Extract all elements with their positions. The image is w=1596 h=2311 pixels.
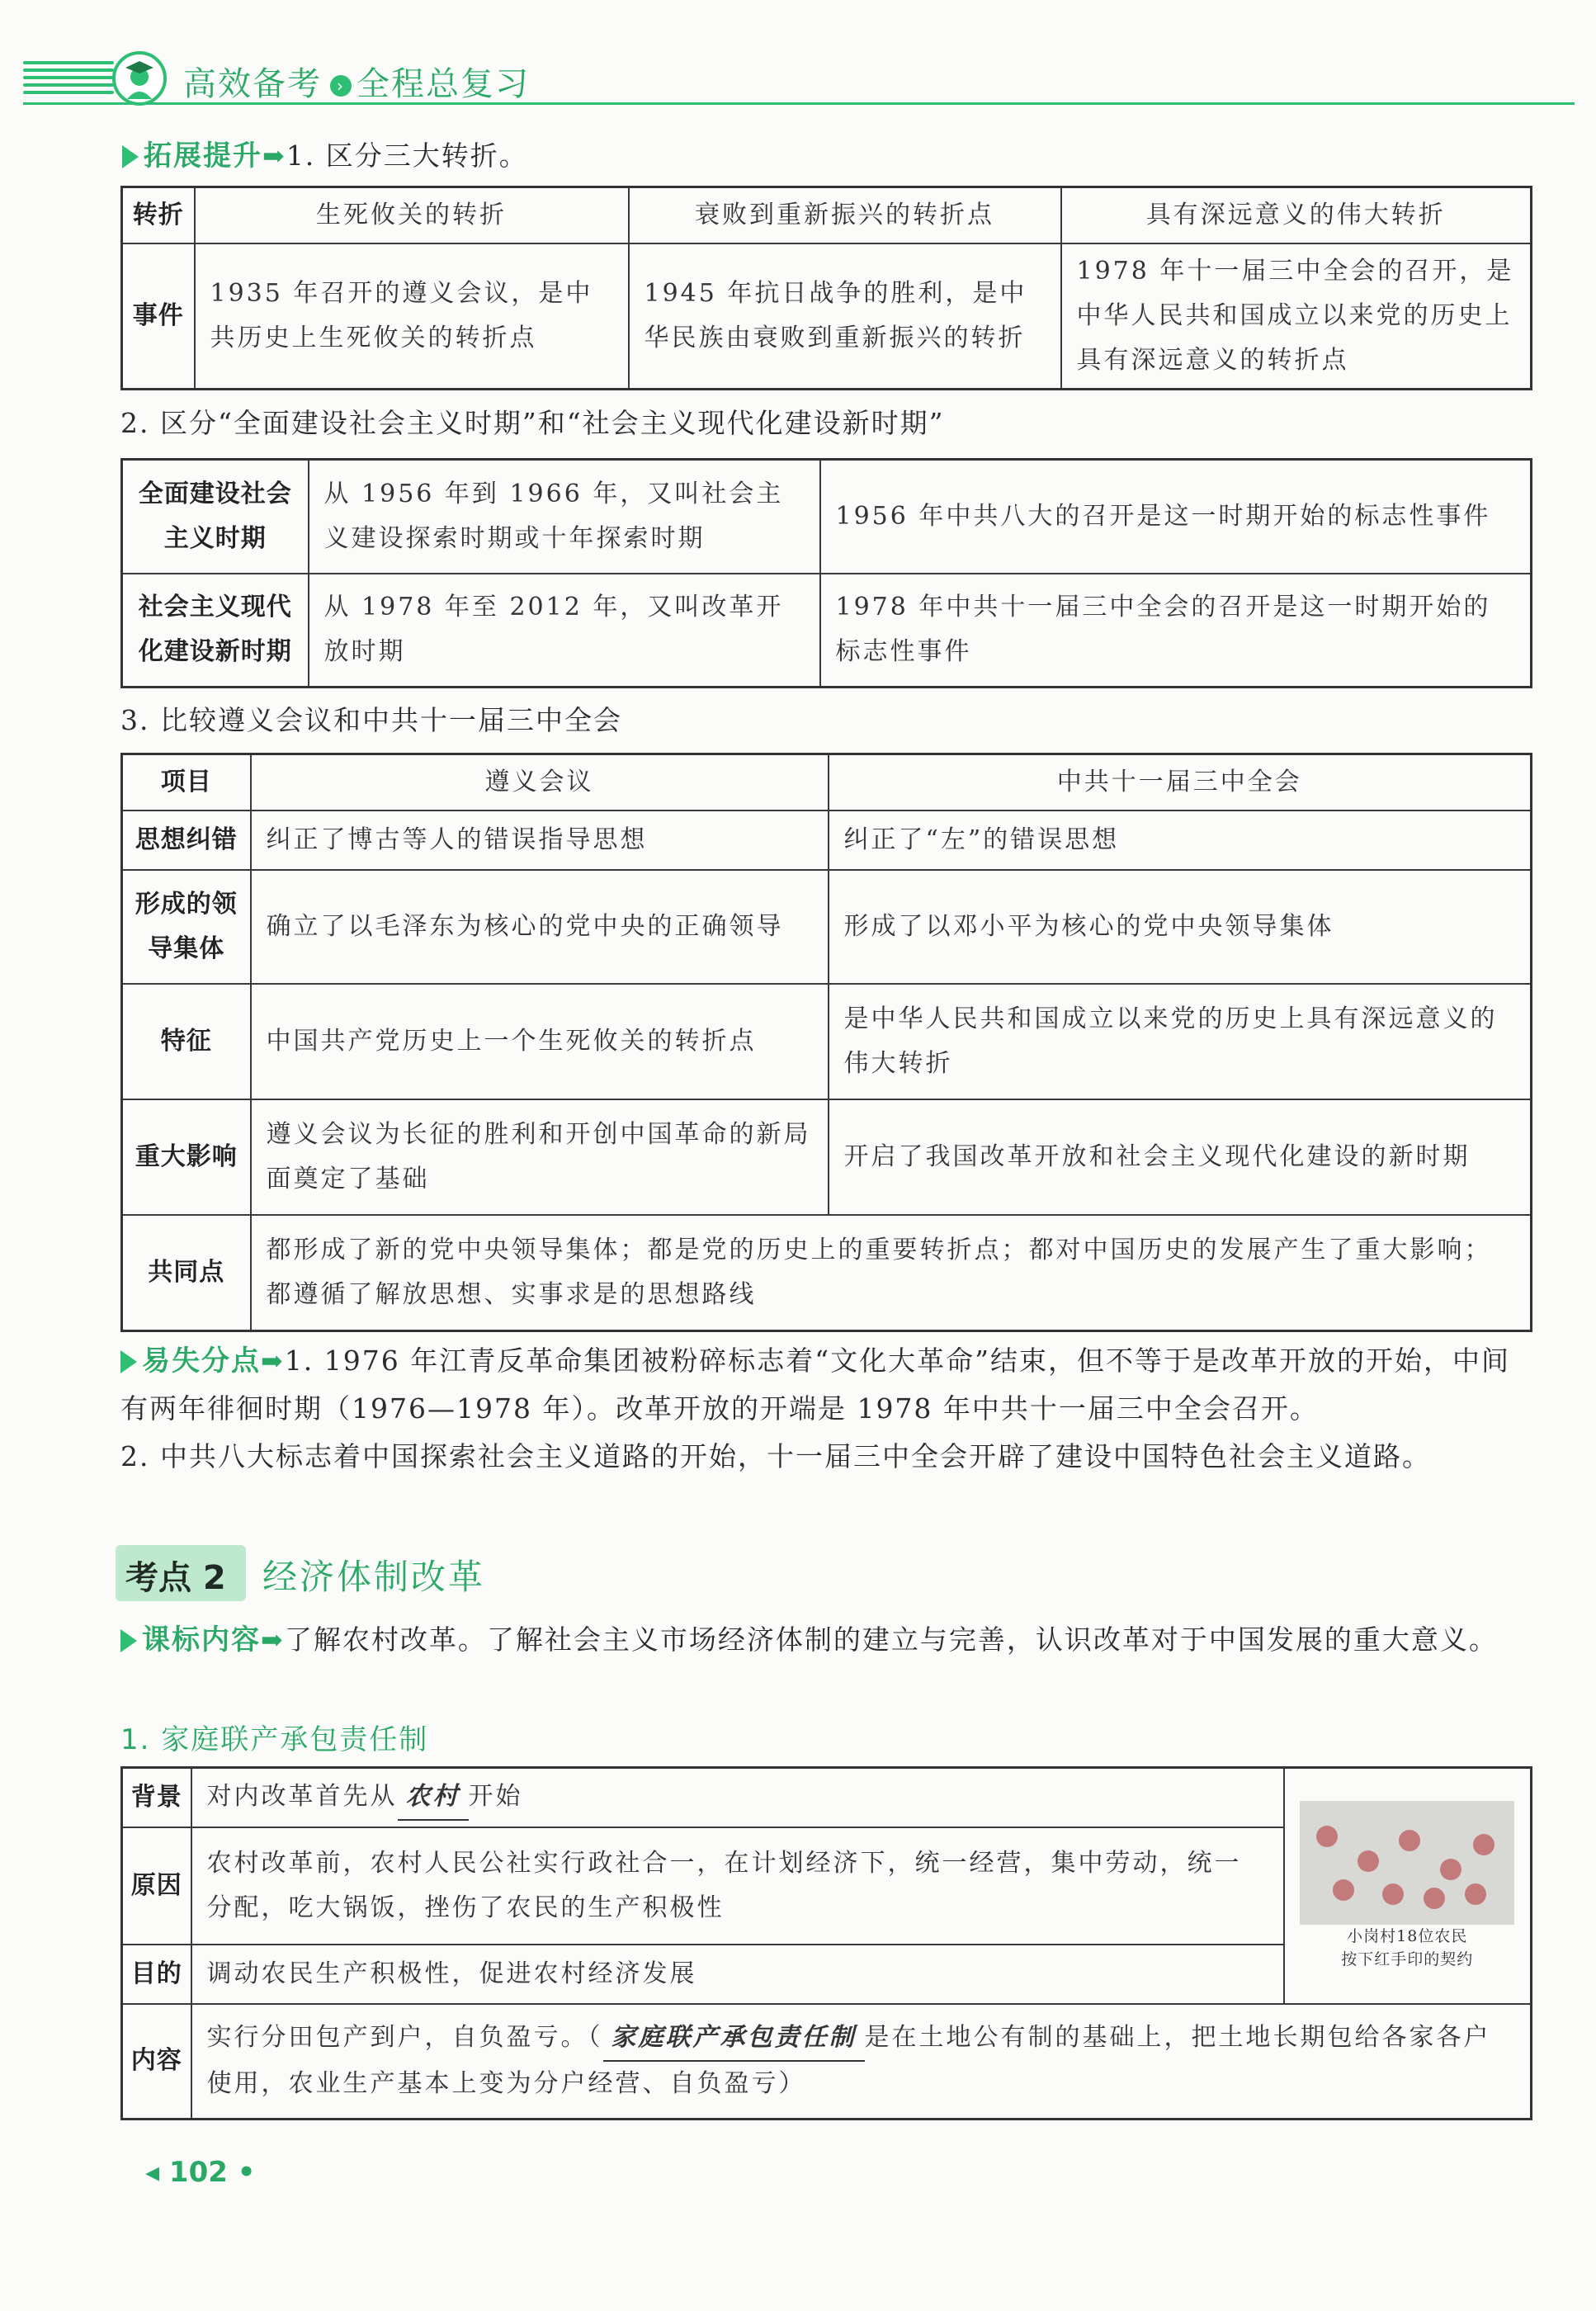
table-row xyxy=(122,984,1532,1099)
table-cell xyxy=(191,2004,1532,2120)
standard-block xyxy=(120,1616,1530,1664)
triangle-icon xyxy=(120,1350,137,1373)
table-cell: 形成了以邓小平为核心的党中央领导集体 xyxy=(829,870,1532,984)
contract-system-table xyxy=(120,1766,1532,2120)
table-cell: 从 1978 年至 2012 年，又叫改革开放时期 xyxy=(309,574,820,688)
photo-caption-1: 小岗村18位农民 xyxy=(1347,1926,1468,1945)
table-cell: 共同点 xyxy=(122,1215,251,1330)
table-cell: 形成的领导集体 xyxy=(122,870,251,984)
expand-item3-title: 3. 比较遵义会议和中共十一届三中全会 xyxy=(120,704,622,736)
kaodian-title: 经济体制改革 xyxy=(262,1557,486,1597)
table-cell: 纠正了“左”的错误思想 xyxy=(829,811,1532,870)
table-cell: 1935 年召开的遵义会议，是中共历史上生死攸关的转折点 xyxy=(195,243,629,390)
table-cell: 1978 年中共十一届三中全会的召开是这一时期开始的标志性事件 xyxy=(820,574,1532,688)
background-text-1: 对内改革首先从 xyxy=(206,1781,398,1811)
expand-item1-title: 1. 区分三大转折。 xyxy=(286,139,528,172)
pitfall-point-1: 1. 1976 年江青反革命集团被粉碎标志着“文化大革命”结束，但不等于是改革开放的开始，中间有两年徘徊时期（1976—1978 年）。改革开放的开端是 1978 年中共十一届三中全会召开。 xyxy=(120,1345,1511,1425)
table-cell: 开启了我国改革开放和社会主义现代化建设的新时期 xyxy=(829,1099,1532,1215)
graduate-icon xyxy=(112,51,167,106)
table-cell: 思想纠错 xyxy=(122,811,251,870)
table-cell: 遵义会议 xyxy=(251,754,829,811)
standard-text: 了解农村改革。了解社会主义市场经济体制的建立与完善，认识改革对于中国发展的重大意义。 xyxy=(284,1623,1498,1656)
table-cell: 1956 年中共八大的召开是这一时期开始的标志性事件 xyxy=(820,460,1532,574)
content-text-1: 实行分田包产到户，自负盈亏。（ xyxy=(206,2023,603,2053)
comparison-table xyxy=(120,753,1532,1332)
arrow-right-icon: ➡ xyxy=(261,1624,285,1656)
table-cell: 遵义会议为长征的胜利和开创中国革命的新局面奠定了基础 xyxy=(251,1099,829,1215)
table-cell: 1945 年抗日战争的胜利，是中华民族由衰败到重新振兴的转折 xyxy=(629,243,1061,390)
pitfall-point-2: 2. 中共八大标志着中国探索社会主义道路的开始，十一届三中全会开辟了建设中国特色社会主义道路。 xyxy=(120,1440,1431,1472)
table-cell: 是中华人民共和国成立以来党的历史上具有深远意义的伟大转折 xyxy=(829,984,1532,1099)
photo-cell xyxy=(1284,1768,1532,2004)
table-cell: 农村改革前，农村人民公社实行政社合一，在计划经济下，统一经营，集中劳动，统一分配，吃大锅饭，挫伤了农民的生产积极性 xyxy=(191,1827,1284,1945)
background-text-2: 开始 xyxy=(468,1781,523,1811)
table-cell: 事件 xyxy=(122,243,195,390)
turning-points-table xyxy=(120,186,1532,390)
triangle-icon xyxy=(122,145,139,168)
answer-fill: 家庭联产承包责任制 xyxy=(603,2016,865,2062)
table-cell: 生死攸关的转折 xyxy=(195,187,629,244)
table-cell: 目的 xyxy=(122,1945,191,2004)
table-row xyxy=(122,1099,1532,1215)
table-cell: 全面建设社会主义时期 xyxy=(122,460,309,574)
content-text-2: 是在土地公有制的基础上，把土地长期包给各家各户使用，农业生产基本上变为分户经营、自负盈亏） xyxy=(206,2023,1491,2099)
table-cell: 特征 xyxy=(122,984,251,1099)
table-cell: 项目 xyxy=(122,754,251,811)
table-cell: 中共十一届三中全会 xyxy=(829,754,1532,811)
table-header-row xyxy=(122,754,1532,811)
answer-fill: 农村 xyxy=(398,1775,469,1821)
table-cell: 中国共产党历史上一个生死攸关的转折点 xyxy=(251,984,829,1099)
table-cell: 1978 年十一届三中全会的召开，是中华人民共和国成立以来党的历史上具有深远意义的转折点 xyxy=(1061,243,1532,390)
table-row xyxy=(122,460,1532,574)
table-row xyxy=(122,574,1532,688)
header-stripes xyxy=(23,61,114,102)
table-row xyxy=(122,243,1532,390)
page-number-value: 102 xyxy=(168,2156,228,2189)
table-cell: 重大影响 xyxy=(122,1099,251,1215)
table-row xyxy=(122,1215,1532,1330)
table-row xyxy=(122,870,1532,984)
photo-caption-2: 按下红手印的契约 xyxy=(1341,1949,1474,1968)
contract-photo xyxy=(1300,1801,1514,1925)
pitfall-block xyxy=(120,1337,1530,1481)
arrow-right-icon: ➡ xyxy=(262,140,286,172)
table-cell: 衰败到重新振兴的转折点 xyxy=(629,187,1061,244)
table-cell: 转折 xyxy=(122,187,195,244)
expand-heading xyxy=(122,132,528,180)
subsection-title: 1. 家庭联产承包责任制 xyxy=(120,1723,429,1756)
table-row xyxy=(122,811,1532,870)
table-cell: 具有深远意义的伟大转折 xyxy=(1061,187,1532,244)
standard-tag: 课标内容 xyxy=(142,1623,261,1656)
series-title: 高效备考 xyxy=(183,65,322,103)
table-cell: 原因 xyxy=(122,1827,191,1945)
table-row xyxy=(122,1768,1532,1827)
periods-table xyxy=(120,458,1532,688)
expand-item2-title: 2. 区分“全面建设社会主义时期”和“社会主义现代化建设新时期” xyxy=(120,407,945,439)
table-cell: 社会主义现代化建设新时期 xyxy=(122,574,309,688)
series-subtitle: 全程总复习 xyxy=(357,65,530,103)
table-cell xyxy=(191,1768,1284,1827)
table-cell: 背景 xyxy=(122,1768,191,1827)
table-header-row xyxy=(122,187,1532,244)
kaodian-label: 考点 2 xyxy=(125,1559,226,1597)
arrow-icon: › xyxy=(330,75,352,97)
table-cell: 纠正了博古等人的错误指导思想 xyxy=(251,811,829,870)
arrow-right-icon: ➡ xyxy=(261,1345,285,1377)
page-number xyxy=(145,2156,255,2189)
header-title xyxy=(183,58,530,105)
table-cell: 都形成了新的党中央领导集体；都是党的历史上的重要转折点；都对中国历史的发展产生了重大影响；都遵循了解放思想、实事求是的思想路线 xyxy=(251,1215,1532,1330)
arrow-left-icon: ◂ xyxy=(145,2156,169,2189)
table-row xyxy=(122,2004,1532,2120)
table-cell: 从 1956 年到 1966 年，又叫社会主义建设探索时期或十年探索时期 xyxy=(309,460,820,574)
table-cell: 确立了以毛泽东为核心的党中央的正确领导 xyxy=(251,870,829,984)
table-cell: 调动农民生产积极性，促进农村经济发展 xyxy=(191,1945,1284,2004)
triangle-icon xyxy=(120,1629,137,1652)
expand-tag: 拓展提升 xyxy=(144,139,262,172)
table-cell: 内容 xyxy=(122,2004,191,2120)
pitfall-tag: 易失分点 xyxy=(142,1345,261,1378)
dot-icon: • xyxy=(227,2156,256,2189)
